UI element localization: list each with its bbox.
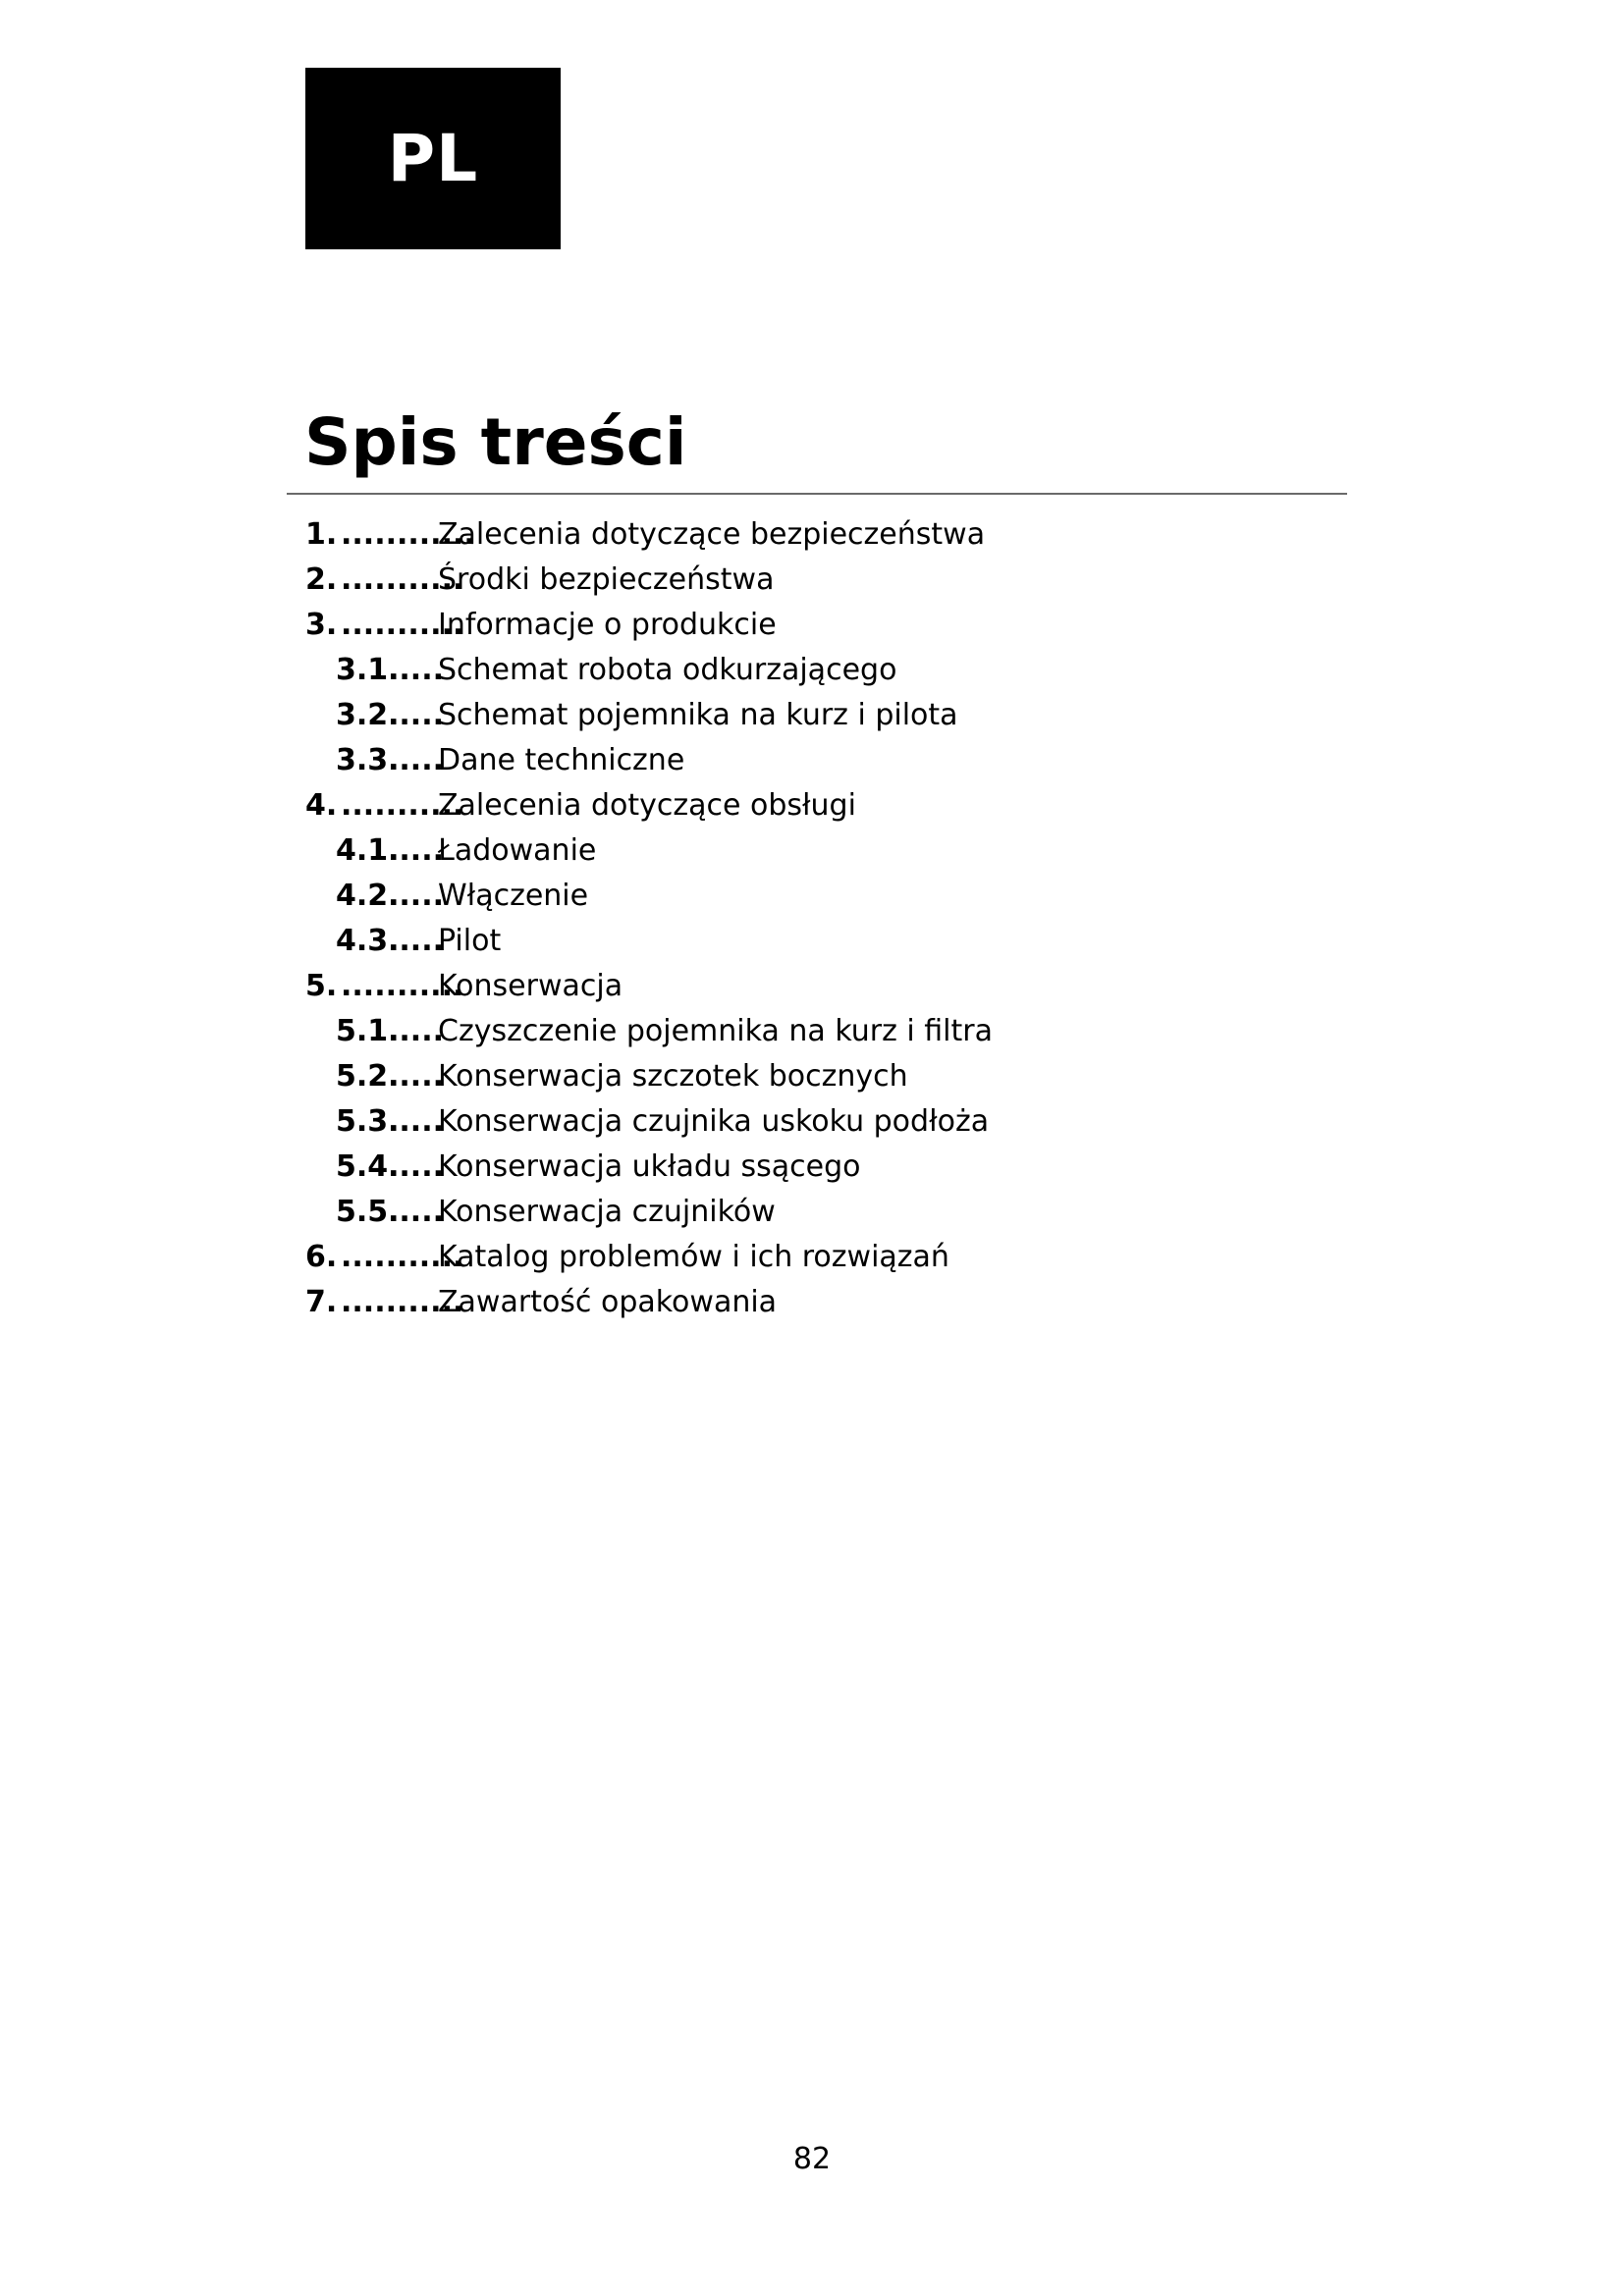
toc-entry-leader: ........... xyxy=(341,1240,464,1274)
toc-entry-number: 5.5. xyxy=(336,1195,400,1229)
toc-entry-label: Konserwacja xyxy=(438,969,623,1003)
toc-entry-5-5[interactable] xyxy=(0,1190,1624,1235)
toc-entry-7[interactable] xyxy=(0,1280,1624,1325)
toc-entry-5[interactable] xyxy=(0,964,1624,1009)
toc-entry-number: 5.1. xyxy=(336,1014,400,1048)
toc-entry-number: 5.4. xyxy=(336,1149,400,1184)
toc-entry-label: Czyszczenie pojemnika na kurz i filtra xyxy=(438,1014,993,1048)
toc-entry-number: 5. xyxy=(305,969,338,1003)
toc-entry-5-1[interactable] xyxy=(0,1009,1624,1054)
toc-entry-number: 3.2. xyxy=(336,698,400,732)
toc-entry-4-3[interactable] xyxy=(0,919,1624,964)
toc-entry-leader: ........... xyxy=(341,608,464,642)
toc-entry-number: 4. xyxy=(305,788,338,823)
toc-entry-label: Informacje o produkcie xyxy=(438,608,777,642)
toc-entry-label: Schemat pojemnika na kurz i pilota xyxy=(438,698,958,732)
toc-entry-leader: ..... xyxy=(388,653,444,687)
toc-entry-number: 1. xyxy=(305,517,338,552)
toc-entry-label: Konserwacja szczotek bocznych xyxy=(438,1059,908,1094)
toc-entry-5-2[interactable] xyxy=(0,1054,1624,1099)
toc-entry-leader: ..... xyxy=(388,698,444,732)
toc-entry-3[interactable] xyxy=(0,603,1624,648)
toc-entry-label: Konserwacja czujnika uskoku podłoża xyxy=(438,1104,990,1139)
toc-entry-4[interactable] xyxy=(0,783,1624,828)
toc-entry-label: Konserwacja czujników xyxy=(438,1195,776,1229)
toc-entry-6[interactable] xyxy=(0,1235,1624,1280)
toc-entry-leader: ..... xyxy=(388,1104,444,1139)
toc-entry-label: Schemat robota odkurzającego xyxy=(438,653,897,687)
toc-entry-leader: ..... xyxy=(388,743,444,777)
toc-entry-number: 4.1. xyxy=(336,833,400,868)
toc-entry-label: Zalecenia dotyczące obsługi xyxy=(438,788,856,823)
table-of-contents xyxy=(0,512,1624,1325)
toc-entry-number: 5.3. xyxy=(336,1104,400,1139)
toc-entry-4-2[interactable] xyxy=(0,874,1624,919)
toc-title: Spis treści xyxy=(304,404,687,480)
toc-entry-leader: ............ xyxy=(341,517,475,552)
toc-entry-label: Zalecenia dotyczące bezpieczeństwa xyxy=(438,517,986,552)
toc-entry-number: 3. xyxy=(305,608,338,642)
toc-entry-4-1[interactable] xyxy=(0,828,1624,874)
toc-entry-label: Pilot xyxy=(438,924,502,958)
toc-entry-leader: ..... xyxy=(388,1195,444,1229)
toc-entry-3-3[interactable] xyxy=(0,738,1624,783)
toc-entry-leader: ........... xyxy=(341,1285,464,1319)
toc-entry-number: 2. xyxy=(305,562,338,597)
language-badge-label: PL xyxy=(387,121,479,196)
toc-entry-3-2[interactable] xyxy=(0,693,1624,738)
toc-entry-leader: ..... xyxy=(388,879,444,913)
toc-entry-number: 5.2. xyxy=(336,1059,400,1094)
toc-entry-number: 7. xyxy=(305,1285,338,1319)
toc-entry-number: 3.3. xyxy=(336,743,400,777)
toc-entry-label: Ładowanie xyxy=(438,833,597,868)
toc-entry-2[interactable] xyxy=(0,558,1624,603)
toc-entry-3-1[interactable] xyxy=(0,648,1624,693)
toc-entry-leader: ........... xyxy=(341,788,464,823)
toc-entry-label: Włączenie xyxy=(438,879,589,913)
toc-entry-leader: ..... xyxy=(388,1059,444,1094)
toc-entry-leader: ........... xyxy=(341,562,464,597)
toc-entry-label: Dane techniczne xyxy=(438,743,685,777)
toc-entry-number: 3.1. xyxy=(336,653,400,687)
toc-entry-5-3[interactable] xyxy=(0,1099,1624,1145)
toc-entry-leader: ..... xyxy=(388,1014,444,1048)
toc-entry-label: Katalog problemów i ich rozwiązań xyxy=(438,1240,949,1274)
toc-entry-leader: ..... xyxy=(388,1149,444,1184)
toc-entry-1[interactable] xyxy=(0,512,1624,558)
page-number: 82 xyxy=(792,2142,832,2176)
toc-entry-label: Zawartość opakowania xyxy=(438,1285,778,1319)
toc-entry-leader: ..... xyxy=(388,833,444,868)
toc-entry-leader: ........... xyxy=(341,969,464,1003)
toc-entry-number: 4.2. xyxy=(336,879,400,913)
toc-entry-label: Konserwacja układu ssącego xyxy=(438,1149,861,1184)
toc-entry-label: Środki bezpieczeństwa xyxy=(438,562,775,597)
toc-entry-5-4[interactable] xyxy=(0,1145,1624,1190)
title-underline-divider xyxy=(287,493,1347,495)
toc-entry-number: 6. xyxy=(305,1240,338,1274)
language-badge xyxy=(305,68,561,249)
toc-entry-leader: ..... xyxy=(388,924,444,958)
toc-entry-number: 4.3. xyxy=(336,924,400,958)
